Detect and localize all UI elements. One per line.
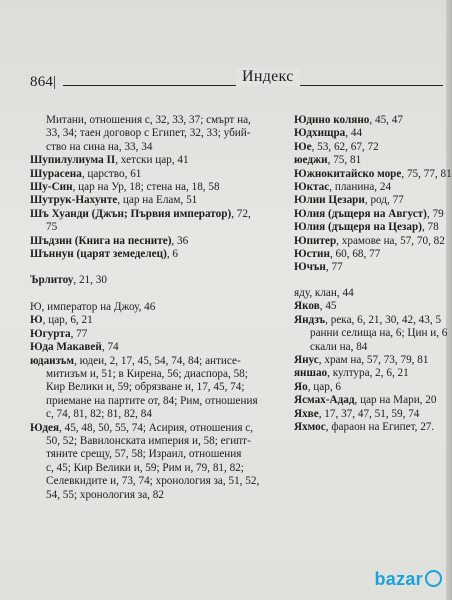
entry-term: Юдея [30,421,59,434]
entry-line [30,422,292,435]
entry-line [30,381,292,394]
entry-line [30,475,292,488]
index-entry [294,168,452,181]
index-entry [30,235,292,248]
entry-term: Юлия (дъщеря на Цезар) [294,221,422,234]
entry-term: яду [294,286,310,299]
entry-text: , 45 [319,300,337,313]
entry-gap [294,275,452,287]
index-entry [30,422,292,502]
entry-line [30,314,292,327]
entry-line [294,141,452,154]
entry-text: , 45, 48, 50, 55, 74; Асирия, отношения с, [59,421,254,434]
index-entry [294,248,452,261]
entry-gap [30,288,292,301]
index-entry [30,114,292,154]
entry-text: , 44 [345,127,363,140]
entry-line [30,127,292,140]
entry-text: , 75, 77, 81 [401,167,452,180]
entry-text: митизъм и, 51; в Кирена, 56; диаспора, 58; [46,367,248,380]
entry-line [30,221,292,234]
index-entry [294,314,452,354]
entry-line [30,355,292,368]
entry-line [294,235,452,248]
index-entry [294,287,452,300]
entry-gap [30,261,292,274]
entry-term: Яхмос [294,420,326,433]
index-entry [30,208,292,235]
entry-text: , юдеи, 2, 17, 45, 54, 74, 84; антисе- [74,354,241,367]
index-entry [30,194,292,207]
entry-text: , род, 77 [364,194,404,207]
index-entry [294,394,452,407]
entry-text: , 78 [421,221,439,234]
entry-text: , 6 [166,248,178,261]
entry-text: Митани, отношения с, 32, 33, 37; смърт на, [46,114,251,126]
entry-term: Шу-Син [30,181,73,194]
index-entry [30,301,292,314]
entry-term: Ючън [294,261,326,274]
entry-line [294,114,452,127]
entry-term: Ю [30,300,42,313]
entry-term: Юдино коляно [294,114,370,126]
index-column-right [294,114,452,434]
entry-term: Яо [294,380,308,393]
entry-line [30,194,292,207]
entry-term: Ърлитоу [30,274,74,287]
entry-line [30,328,292,341]
entry-term: Шъдзин (Книга на песните) [30,234,172,247]
entry-term: Южнокитайско море [294,167,402,180]
entry-text: , хетски цар, 41 [115,154,189,167]
entry-term: Юда Макавей [30,341,102,354]
entry-text: , 60, 68, 77 [329,248,381,261]
entry-term: Юе [294,140,312,153]
index-entry [294,154,452,167]
page-header [0,68,452,94]
section-title: Индекс [236,68,300,86]
index-entry [294,127,452,140]
index-entry [294,367,452,380]
entry-line [30,489,292,502]
entry-line [30,274,292,287]
entry-term: Ю [30,314,43,327]
entry-text: , 74 [101,341,119,354]
entry-text: , 36 [171,234,189,247]
index-entry [30,274,292,287]
entry-text: ство на сина на, 33, 34 [46,140,153,153]
entry-line [294,248,452,261]
entry-text: , 17, 37, 47, 51, 59, 74 [318,407,420,420]
entry-term: Яндзъ [294,313,326,326]
index-entry [30,181,292,194]
entry-line [30,301,292,314]
entry-line [30,181,292,194]
entry-line [30,368,292,381]
index-entry [294,141,452,154]
index-entry [30,314,292,327]
entry-term: Янус [294,353,319,366]
entry-text: , 79 [426,207,444,220]
index-entry [294,221,452,234]
entry-text: , планина, 24 [329,181,392,194]
index-entry [294,194,452,207]
entry-text: Кир Велики и, 59; обрязване и, 17, 45, 74; [46,381,245,394]
entry-text: , 75, 81 [327,154,362,167]
entry-term: Шутрук-Нахунте [30,194,118,207]
entry-term: Яков [294,300,320,313]
index-entry [294,181,452,194]
entry-line [294,408,452,421]
entry-text: , храм на, 57, 73, 79, 81 [318,353,429,366]
entry-line: скали на, 84 [310,340,368,353]
entry-text: приемане на партите от, 84; Рим, отношения [46,394,258,407]
entry-text: , 77 [70,327,88,340]
entry-line [30,448,292,461]
entry-term: Юдхищра [294,127,346,140]
entry-line [294,194,452,207]
entry-text: тяните срещу, 57, 58; Израил, отношения [46,448,242,461]
entry-line [30,395,292,408]
entry-term: юдаизъм [30,354,75,367]
entry-term: Шъннун (царят земеделец) [30,248,167,261]
index-entry [30,154,292,167]
entry-line [30,341,292,354]
entry-line [30,168,292,181]
entry-text: 75 [46,221,58,234]
entry-term: Юстин [294,248,330,261]
entry-term: Шурасена [30,167,82,180]
entry-term: Юлии Цезари [294,194,365,207]
index-entry [30,168,292,181]
entry-line [294,261,452,274]
entry-line [30,248,292,261]
entry-line [30,208,292,221]
index-entry [30,355,292,422]
entry-line [294,154,452,167]
entry-term: Югурта [30,327,71,340]
entry-line [30,114,292,127]
entry-text: , цар на Ур, 18; стена на, 18, 58 [72,181,220,194]
index-entry [294,208,452,221]
entry-term: Шъ Хуанди (Джън; Първия император) [30,207,232,220]
entry-line [30,154,292,167]
entry-text: с, 45; Кир Велики и, 59; Рим и, 79, 81, 82; [46,461,244,474]
entry-line [294,314,452,327]
entry-text: , река, 6, 21, 30, 42, 43, 5 [325,313,442,326]
entry-term: яншао [294,367,328,380]
index-entry [294,235,452,248]
entry-line [294,168,452,181]
index-entry [30,328,292,341]
entry-text: 54, 55; хронология за, 82 [46,488,164,501]
entry-text: , клан, 44 [309,286,354,299]
entry-line [30,408,292,421]
index-column-left [30,114,292,502]
entry-term: Юктас [294,181,330,194]
entry-text: , фараон на Египет, 27. [325,420,435,433]
index-entry [294,354,452,367]
entry-line [294,354,452,367]
index-entry [294,421,452,434]
entry-line [30,462,292,475]
entry-text: , 72, [231,207,251,220]
entry-line: ранни селища на, 6; Цин и, 6 [310,327,448,340]
entry-term: Яхве [294,407,319,420]
entry-text: , цар, 6 [307,380,342,393]
entry-text: , 53, 62, 67, 72 [311,140,379,153]
entry-text: , цар, 6, 21 [42,314,93,327]
watermark-logo [374,569,442,590]
entry-line [294,208,452,221]
entry-line [294,287,452,300]
index-entry [294,300,452,313]
entry-line [294,421,452,434]
entry-line [294,127,452,140]
entry-term: Ясмах-Адад [294,394,355,407]
entry-text: , царство, 61 [81,167,142,180]
index-entry [30,341,292,354]
entry-text: , храмове на, 57, 70, 82 [336,234,445,247]
entry-text: , култура, 2, 6, 21 [327,367,409,380]
entry-term: юеджи [294,154,328,167]
entry-line [294,300,452,313]
index-entry [30,248,292,261]
entry-term: Юпитер [294,234,337,247]
entry-text: , 45, 47 [369,114,403,126]
entry-line [30,141,292,154]
entry-text: , цар на Елам, 51 [117,194,198,207]
entry-text: , 77 [325,261,343,274]
entry-text: с, 74, 81, 82; 81, 82, 84 [46,408,152,421]
index-entry [294,381,452,394]
page-number: 864| [30,74,57,90]
entry-line [294,221,452,234]
entry-line [294,181,452,194]
entry-text: , цар на Мари, 20 [354,394,437,407]
watermark-text: bazar [374,569,423,589]
entry-text: , император на Джоу, 46 [41,300,156,313]
entry-line [294,394,452,407]
entry-line [30,435,292,448]
index-entry [294,261,452,274]
entry-text: , 21, 30 [73,274,107,287]
entry-line [30,235,292,248]
entry-text: 50, 52; Вавилонската империя и, 58; египт- [46,434,251,447]
entry-line [294,381,452,394]
entry-line [294,367,452,380]
watermark-icon [425,570,442,587]
entry-text: Селевкидите и, 73, 74; хронология за, 51, 52, [46,475,260,488]
index-entry [294,114,452,127]
entry-term: Шупилулиума II [30,154,116,167]
entry-text: 33, 34; таен договор с Египет, 32, 33; убий- [46,127,251,140]
entry-term: Юлия (дъщеря на Август) [294,207,427,220]
index-entry [294,408,452,421]
